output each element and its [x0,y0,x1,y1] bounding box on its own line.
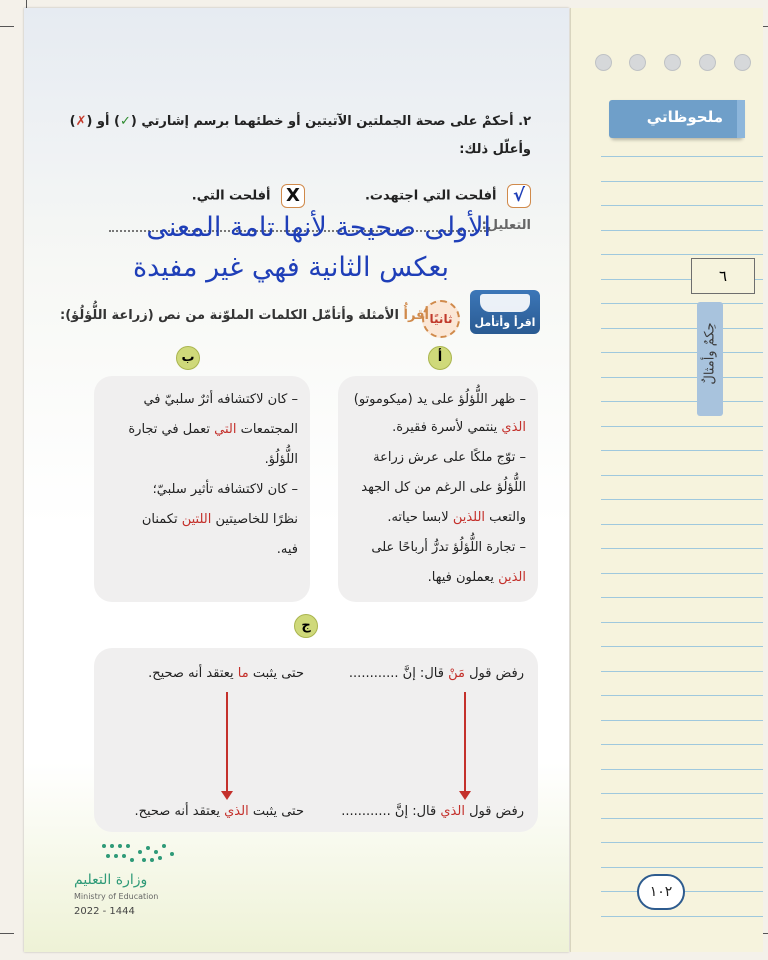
ruled-line [601,597,763,598]
ruled-line [601,377,763,378]
section-instruction: أقرأُ الأمثلة وأتأمّل الكلمات الملوّنة من نص (زراعة اللُّؤلُؤ): [60,308,429,323]
ruled-line [601,720,763,721]
ruled-line [601,842,763,843]
card-b-line: نظرًا للخاصيتين اللتين تكمنان [141,512,298,527]
edition-year: 2022 - 1444 [74,906,135,917]
down-arrow-icon [464,692,466,792]
example-card-c [94,648,538,832]
lesson-number: ٦ [691,258,755,294]
crop-mark [0,26,14,27]
ruled-line [601,475,763,476]
ruled-line [601,205,763,206]
letter-badge-c: ج [294,614,318,638]
textbook-page [24,8,569,952]
binder-hole-icon [699,54,716,71]
card-a-line: الذي ينتمي لأسرة فقيرة. [392,420,526,435]
card-a-line: والتعب اللذين لابسا حياته. [387,510,526,525]
ruled-line [601,254,763,255]
ruled-line [601,450,763,451]
crop-mark [0,933,14,934]
cross-mark-icon: ✗ [75,114,87,129]
ruled-line [601,573,763,574]
ruled-line [601,499,763,500]
card-b-line: فيه. [276,542,298,557]
example-card-b [94,376,310,602]
page-number: ١٠٢ [637,874,685,910]
ruled-line [601,671,763,672]
ruled-line [601,793,763,794]
card-b-line: المجتمعات التي تعمل في تجارة [128,422,298,437]
lesson-title-tab [697,302,723,416]
question-line-1: ٢. أحكمْ على صحة الجملتين الآتيتين أو خطئهما برسم إشارتي (✓) أو (✗) [69,114,531,129]
card-a-line: الذين يعملون فيها. [427,570,526,585]
binder-hole-icon [629,54,646,71]
handwritten-answer-line-1: الأولى صحيحة لأنها تامة المعنى [146,212,491,243]
binder-hole-icon [664,54,681,71]
ministry-name-en: Ministry of Education [74,892,159,901]
ruled-line [601,303,763,304]
ruled-line [601,818,763,819]
ruled-line [601,744,763,745]
ruled-line [601,156,763,157]
sentence-1: √ أفلحت التي اجتهدت. [365,184,531,208]
notes-title-tab [609,100,741,138]
answer-box-wrong: X [281,184,305,208]
ruled-line [601,524,763,525]
card-a-line: – ظهر اللُّؤلُؤ على يد (ميكوموتو) [353,392,526,407]
ruled-line [601,622,763,623]
ruled-line [601,548,763,549]
card-b-line: – كان لاكتشافه أثرٌ سلبيّ في [143,392,298,407]
ruled-line [601,867,763,868]
ruled-line [601,426,763,427]
card-a-line: – توّج ملكًا على عرش زراعة [373,450,526,465]
open-book-icon [480,294,530,312]
example-card-a [338,376,538,602]
ruled-line [601,181,763,182]
ruled-line [601,230,763,231]
letter-badge-a: أ [428,346,452,370]
section-number-badge: ثانيًا [422,300,460,338]
read-and-reflect-badge: اقرأ وأتأمل [470,290,540,334]
binder-hole-icon [734,54,751,71]
card-c-line: حتى يثبت ما يعتقد أنه صحيح. [148,666,304,681]
card-b-line: – كان لاكتشافه تأثير سلبيّ؛ [152,482,298,497]
handwritten-answer-line-2: بعكس الثانية فهي غير مفيدة [132,252,449,283]
down-arrow-icon [226,692,228,792]
card-c-line: رفض قول مَنْ قال: إنَّ ............ [348,666,524,681]
ruled-line [601,646,763,647]
tab-edge [737,100,745,138]
check-mark-icon: ✓ [119,114,131,129]
ministry-logo-icon [98,840,180,866]
card-b-line: اللُّؤلُؤ. [264,452,298,467]
card-a-line: – تجارة اللُّؤلُؤ تدرُّ أرباحًا على [371,540,526,555]
notes-title: ملحوظاتي [646,108,723,126]
lesson-title: حِكمٌ وأمثالٌ [702,322,718,385]
ruled-line [601,695,763,696]
card-c-line: رفض قول الذي قال: إنَّ ............ [341,804,524,819]
ruled-line [601,916,763,917]
question-line-2: وأعلّل ذلك: [459,142,531,157]
ruled-line [601,352,763,353]
card-a-line: اللُّؤلُؤ على الرغم من كل الجهد [361,480,526,495]
ruled-line [601,401,763,402]
ministry-name-ar: وزارة التعليم [74,872,148,888]
sentence-2: X أفلحت التي. [192,184,305,208]
notes-column [570,8,763,952]
letter-badge-b: ب [176,346,200,370]
ruled-line [601,769,763,770]
answer-box-correct: √ [507,184,531,208]
card-c-line: حتى يثبت الذي يعتقد أنه صحيح. [134,804,304,819]
binder-hole-icon [595,54,612,71]
reason-label: التعليل: [481,218,531,233]
ruled-line [601,328,763,329]
